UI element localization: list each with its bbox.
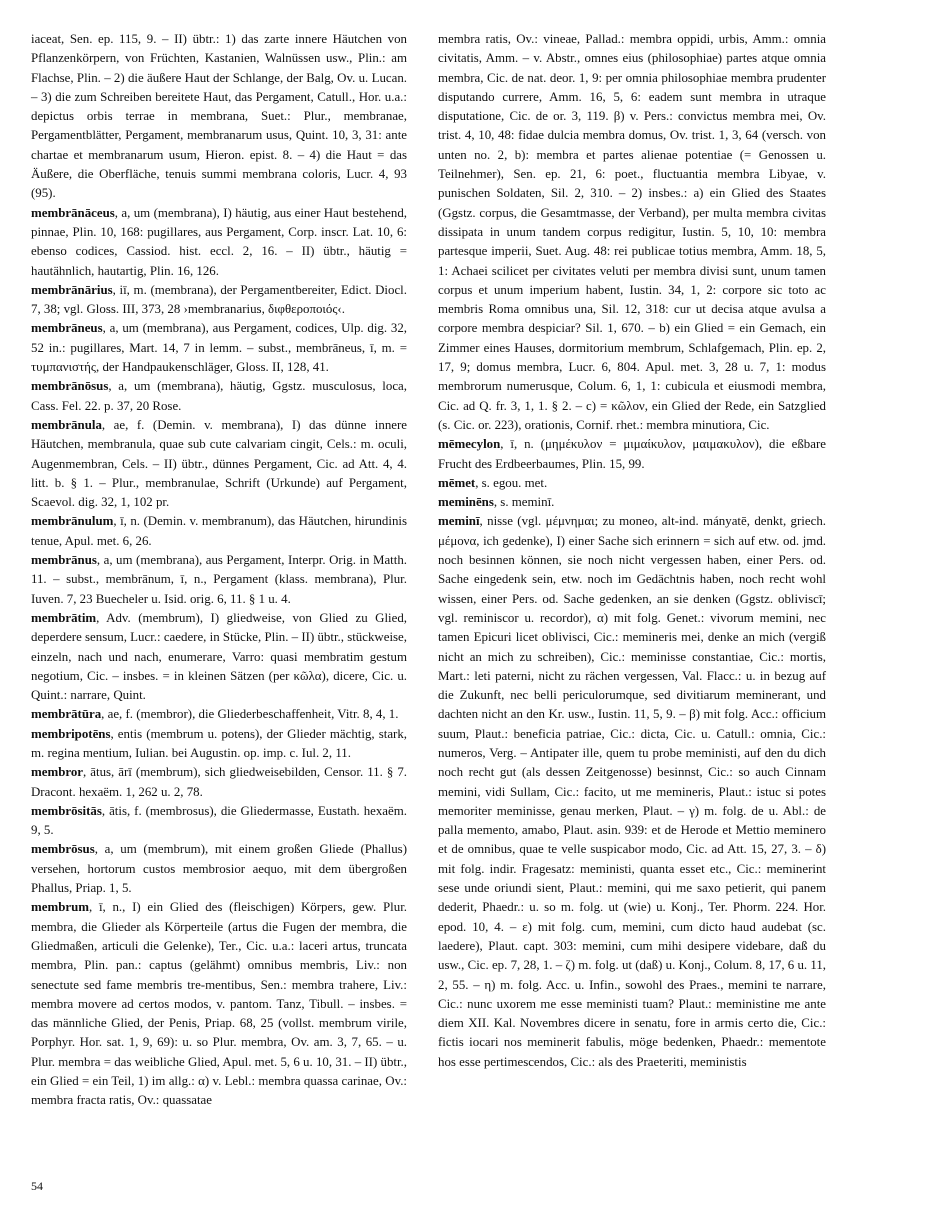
entry-memet: mēmet, s. egou. met.: [438, 475, 548, 490]
entry-membranarius: membrānārius, iī, m. (membrana), der Pergamentbereiter, Edict. Diocl. 7, 38; vgl. Gloss. III, 373, 28 ›membranarius, διφθεροποιός‹.: [31, 282, 407, 317]
left-column: [31, 30, 407, 1111]
entry-membrositas: membrōsitās, ātis, f. (membrosus), die Gliedermasse, Eustath. hexaëm. 9, 5.: [31, 803, 407, 838]
entry-membripotens: membripotēns, entis (membrum u. potens), der Glieder mächtig, stark, m. regina mentium, Iulian. bei Augustin. op. imp. c. Iul. 2, 11.: [31, 726, 407, 760]
page-number: 54: [31, 1179, 43, 1193]
entry-memecylon: mēmecylon, ī, n. (μημέκυλον = μιμαίκυλον, μαιμακυλον), die eßbare Frucht des Erdbeerbaumes, Plin. 15, 99.: [438, 437, 826, 471]
entry-membrana-continued: iaceat, Sen. ep. 115, 9. – II) übtr.: 1) das zarte innere Häutchen von Pflanzenkörpern, von Früchten, Kastanien, Walnüssen usw., Plin.: am Flachse, Plin. – 2) die äußere Haut der Schlange, der Balg, Ov. u. Lucan. – 3) die zum Schreiben bereitete Haut, das Pergament, Catull., Hor. u.a.: depictus orbis terrae in membrana, Suet.: Plur., membranae, Pergamentblätter, Pergament, membranarum usus, Quint. 10, 3, 31: ante chartae et membranarum usum, Hieron. epist. 8. – 4) die Haut = das Äußere, die Oberfläche, tenuis summi membrana coloris, Lucr. 4, 93 (95).: [31, 32, 407, 201]
entry-membrum: membrum, ī, n., I) ein Glied des (fleischigen) Körpers, gew. Plur. membra, die Glieder als Körperteile (artus die Fugen der membra, die Gliedmaßen, articuli die Gelenke), Ter., Cic. u.a.: laceri artus, truncata membra, Plin. pan.: captus (gelähmt) omnibus membris, Liv.: non senectute sed fame membris tre-mentibus, Sen.: membra trahere, Liv.: membra movere ad certos modos, v. pantom. Tanz, Tibull. – insbes. = das männliche Glied, der Penis, Priap. 68, 25 (vollst. membrum virile, Porphyr. Hor. sat. 1, 9, 69): u. so Plur. membra, Ov. am. 3, 7, 65. – u. Plur. membra = das weibliche Glied, Apul. met. 5, 6 u. 10, 31. – II) übtr., ein Glied = ein Teil, 1) im allg.: α) v. Lebl.: membra quassa carinae, Ov.: membra fracta ratis, Ov.: quassatae: [31, 900, 407, 1108]
entry-membraneus: membrāneus, a, um (membrana), aus Pergament, codices, Ulp. dig. 32, 52 in.: pugillares, Mart. 14, 7 in lemm. – subst., membrāneus, ī, m. = τυμπανιστής, der Handpaukenschläger, Gloss. II, 128, 41.: [31, 321, 407, 375]
entry-membror: membror, ātus, ārī (membrum), sich gliedweisebilden, Censor. 11. § 7. Dracont. hexaëm. 1, 262 u. 2, 78.: [31, 765, 407, 799]
entry-membranus: membrānus, a, um (membrana), aus Pergament, Interpr. Orig. in Matth. 11. – subst., membrānum, ī, n., Pergament (klass. membrana), Plur. Iuven. 7, 23 Buecheler u. Isid. orig. 6, 11. § 1 u. 4.: [31, 553, 407, 606]
entry-membratura: membrātūra, ae, f. (membror), die Gliederbeschaffenheit, Vitr. 8, 4, 1.: [31, 707, 399, 722]
entry-membranosus: membrānōsus, a, um (membrana), häutig, Ggstz. musculosus, loca, Cass. Fel. 22. p. 37, 20 Rose.: [31, 379, 407, 413]
entry-memini: meminī, nisse (vgl. μέμνημαι; zu moneo, alt-ind. mányatē, denkt, griech. μέμονα, ich gedenke), I) einer Sache sich erinnern = sich auf etw. od. jmd. noch besinnen können, sie noch nicht vergessen haben, einer Pers. od. Sache eingedenk sein, etw. noch im Gedächtnis haben, noch recht wohl wissen, einer Pers. od. Sache gedenken, an sie denken (Ggstz. obliviscī; vgl. reminiscor u. recordor), α) mit folg. Genet.: vivorum memini, nec tamen Epicuri licet oblivisci, Cic.: memineris mei, denke an mich (vergiß nicht an mich zu schreiben), Cic.: meminisse constantiae, Cic.: mortis, Mart.: leti paterni, nicht zu rächen vergessen, Val. Flacc.: u. in bezug auf die Zukunft, nec belli periculorumque, sed divitiarum meminerant, und dachten nicht an den Kr. usw., Iustin. 11, 5, 9. – β) mit folg. Acc.: officium suum, Plaut.: beneficia patriae, Cic.: dicta, Cic. u. Catull.: omnia, Cic.: numeros, Verg. – Antipater ille, quem tu probe meministi, auf den du dich noch recht gut (als dessen Zeitgenosse) besinnst, Cic.: so auch Cinnam memini, vidi Sullam, Cic.: facito, ut me memineris, Plaut.: istuc si potes memoriter meminisse, genau merken, Plaut. – γ) m. folg. de u. Abl.: de palla memento, amabo, Plaut. asin. 939: et de Herode et Mettio meminero et de omnibus, quae te velle suspicabor modo, Cic. ad Att. 15, 27, 3. – δ) mit folg. indir. Fragesatz: meministi, quanta esset etc., Cic.: meminerint sese unde oriundi sient, Plaut.: memini, qui me saxo petierit, qui panem dederit, Phaedr.: u. so m. folg. ut (wie) u. Konj., Ter. Phorm. 224. Hor. epod. 10, 4. – ε) mit folg. cum, memini, cum dicto haud audebat (sc. laedere), Plaut. capt. 303: memini, cum mihi desipere videbare, daß du usw., Cic. ep. 7, 28, 1. – ζ) m. folg. ut (daß) u. Konj., Colum. 8, 17, 6 u. 11, 2, 55. – η) m. folg. Acc. u. Infin., sowohl des Praes., memini te narrare, Cic.: nunc uxorem me esse meministi tuam? Plaut.: meministine me ante diem XII. Kal. Novembres dicere in senatu, fore in armis certo die, Cic.: fictis iocari nos meminerit fabulis, möge bedenken, Phaedr.: mementote hos esse pertimescendos, Cic.: als des Praeteriti, meministis: [438, 514, 826, 1069]
entry-meminens: meminēns, s. meminī.: [438, 495, 555, 510]
entry-membratim: membrātim, Adv. (membrum), I) gliedweise, von Glied zu Glied, deperdere sensum, Lucr.: caedere, in Stücke, Plin. – II) übtr., stückweise, einzeln, nach und nach, enumerare, Varro: quasi membratim gestum negotium, Cic. – insbes. = in kleinen Sätzen (per κῶλα), dicere, Cic. u. Quint.: narrare, Quint.: [31, 610, 407, 703]
entry-membrum-continued: membra ratis, Ov.: vineae, Pallad.: membra oppidi, urbis, Amm.: omnia civitatis, Amm. – v. Abstr., omnes eius (philosophiae) partes atque omnia membra, Cic. de nat. deor. 1, 9: per omnia philosophiae membra prudenter disputando currere, Amm. 16, 5, 6: eadem sunt membra in utraque disputatione, Cic. de or. 3, 119. β) v. Pers.: convictus membra mei, Ov. trist. 4, 10, 48: fidae dulcia membra domus, Ov. trist. 1, 3, 64 (versch. von unten no. 2, b): membra et partes alienae potentiae (= Genossen u. Teilnehmer), Sen. ep. 21, 6: poet., fluctuantia membra Libyae, v. punischen Soldaten, Sil. 2, 310. – 2) insbes.: a) ein Glied des Staates (Ggstz. corpus, die Gesamtmasse, der Verband), per multa membra civitas dissipata in unum tandem corpus redigitur, Iustin. 5, 10, 10: membra partesque imperii, Suet. Aug. 48: rei publicae totius membra, Amm. 18, 5, 1: Achaei scilicet per civitates veluti per membra divisi sunt, unum tamen corpus et unum imperium habent, Iustin. 34, 1, 2: corpore sic toto ac membris Roma omnibus una, Sil. 12, 318: cur ut decisa atque avulsa a corpore membra despiciar? Sil. 1, 670. – b) ein Glied = ein Gemach, ein Zimmer eines Hauses, dormitorium membrum, Schlafgemach, Plin. ep. 2, 17, 9; domus membra, Lucr. 6, 804. Apul. met. 3, 28 u. 7, 1: modus membrorum numerusque, Colum. 6, 1, 1: cubicula et eiusmodi membra, Cic. ad Q. fr. 3, 1, 1. § 2. – c) = κῶλον, ein Glied der Rede, ein Satzglied (s. Cic. or. 223), orationis, Cornif. rhet.: membra minutiora, Cic.: [438, 32, 826, 432]
entry-membrosus: membrōsus, a, um (membrum), mit einem großen Gliede (Phallus) versehen, hortorum custos membrosior aequo, mit dem übergroßen Phallus, Priap. 1, 5.: [31, 842, 407, 896]
entry-membranula: membrānula, ae, f. (Demin. v. membrana), I) das dünne innere Häutchen, membranula, quae sub cute calvariam cingit, Cels.: m. oculi, Augenmembran, Cels. – II) übtr., dünnes Pergament, Cic. ad Att. 4, 4. litt. b. § 1. – Plur., membranulae, Schrift (Urkunde) auf Pergament, Scaevol. dig. 32, 1, 102 pr.: [31, 417, 407, 510]
entry-membranulum: membrānulum, ī, n. (Demin. v. membranum), das Häutchen, hirundinis tenue, Apul. met. 6, 26.: [31, 514, 407, 548]
entry-membranaceus: membrānāceus, a, um (membrana), I) häutig, aus einer Haut bestehend, pinnae, Plin. 10, 168: pugillares, aus Pergament, Corp. inscr. Lat. 10, 6: ebenso codices, Cassiod. hist. eccl. 2, 16. – II) übtr., häutig = hautähnlich, hautartig, Plin. 16, 126.: [31, 205, 407, 278]
right-column: [438, 30, 826, 1072]
